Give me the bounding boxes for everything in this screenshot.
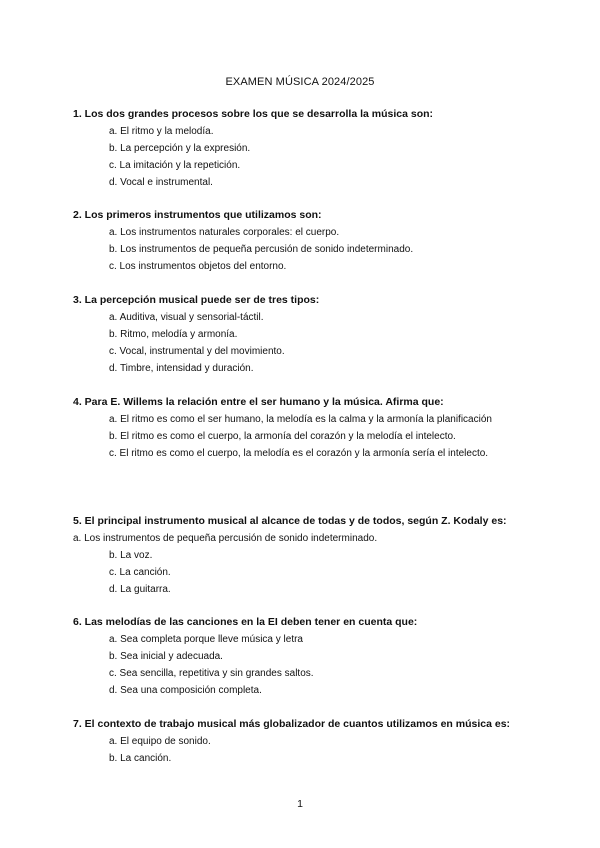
option-d: d. Vocal e instrumental.: [109, 177, 213, 188]
question-text: 2. Los primeros instrumentos que utilizamos son:: [73, 209, 322, 221]
option-b: b. Los instrumentos de pequeña percusión de sonido indeterminado.: [109, 244, 414, 255]
option-a: a. El ritmo es como el ser humano, la melodía es la calma y la armonía la planificación: [109, 414, 492, 425]
option-c: c. Vocal, instrumental y del movimiento.: [109, 346, 285, 357]
question-text: 6. Las melodías de las canciones en la EI deben tener en cuenta que:: [73, 616, 418, 628]
option-b: b. La canción.: [109, 753, 172, 764]
option-a: a. El ritmo y la melodía.: [109, 126, 214, 137]
question-5: [73, 513, 543, 598]
option-a: a. Los instrumentos naturales corporales: el cuerpo.: [109, 227, 340, 238]
option-d: d. Sea una composición completa.: [109, 685, 262, 696]
option-d: d. Timbre, intensidad y duración.: [109, 363, 254, 374]
question-2: [73, 207, 543, 275]
option-a: a. Sea completa porque lleve música y letra: [109, 634, 303, 645]
option-b: b. Ritmo, melodía y armonía.: [109, 329, 238, 340]
option-b: b. Sea inicial y adecuada.: [109, 651, 223, 662]
question-text: 7. El contexto de trabajo musical más globalizador de cuantos utilizamos en música es:: [73, 718, 511, 730]
document-title: EXAMEN MÚSICA 2024/2025: [225, 76, 375, 88]
question-3: [73, 292, 543, 377]
question-text: 3. La percepción musical puede ser de tres tipos:: [73, 294, 320, 306]
question-1: [73, 106, 543, 191]
option-a: a. El equipo de sonido.: [109, 736, 211, 747]
question-text: 4. Para E. Willems la relación entre el ser humano y la música. Afirma que:: [73, 396, 444, 408]
option-d: d. La guitarra.: [109, 584, 171, 595]
option-b: b. La percepción y la expresión.: [109, 143, 251, 154]
question-6: [73, 614, 543, 699]
question-text: 5. El principal instrumento musical al alcance de todas y de todos, según Z. Kodaly es:: [73, 515, 507, 527]
option-a: a. Los instrumentos de pequeña percusión de sonido indeterminado.: [73, 533, 378, 544]
option-c: c. Los instrumentos objetos del entorno.: [109, 261, 287, 272]
option-b: b. La voz.: [109, 550, 153, 561]
option-a: a. Auditiva, visual y sensorial-táctil.: [109, 312, 264, 323]
option-c: c. La imitación y la repetición.: [109, 160, 241, 171]
option-c: c. Sea sencilla, repetitiva y sin grandes saltos.: [109, 668, 314, 679]
option-c: c. La canción.: [109, 567, 171, 578]
page-number: 1: [297, 798, 303, 810]
question-7: [73, 716, 543, 767]
question-text: 1. Los dos grandes procesos sobre los que se desarrolla la música son:: [73, 108, 434, 120]
question-4: [73, 394, 543, 462]
option-b: b. El ritmo es como el cuerpo, la armonía del corazón y la melodía el intelecto.: [109, 431, 456, 442]
option-c: c. El ritmo es como el cuerpo, la melodía es el corazón y la armonía sería el intelecto.: [109, 448, 489, 459]
